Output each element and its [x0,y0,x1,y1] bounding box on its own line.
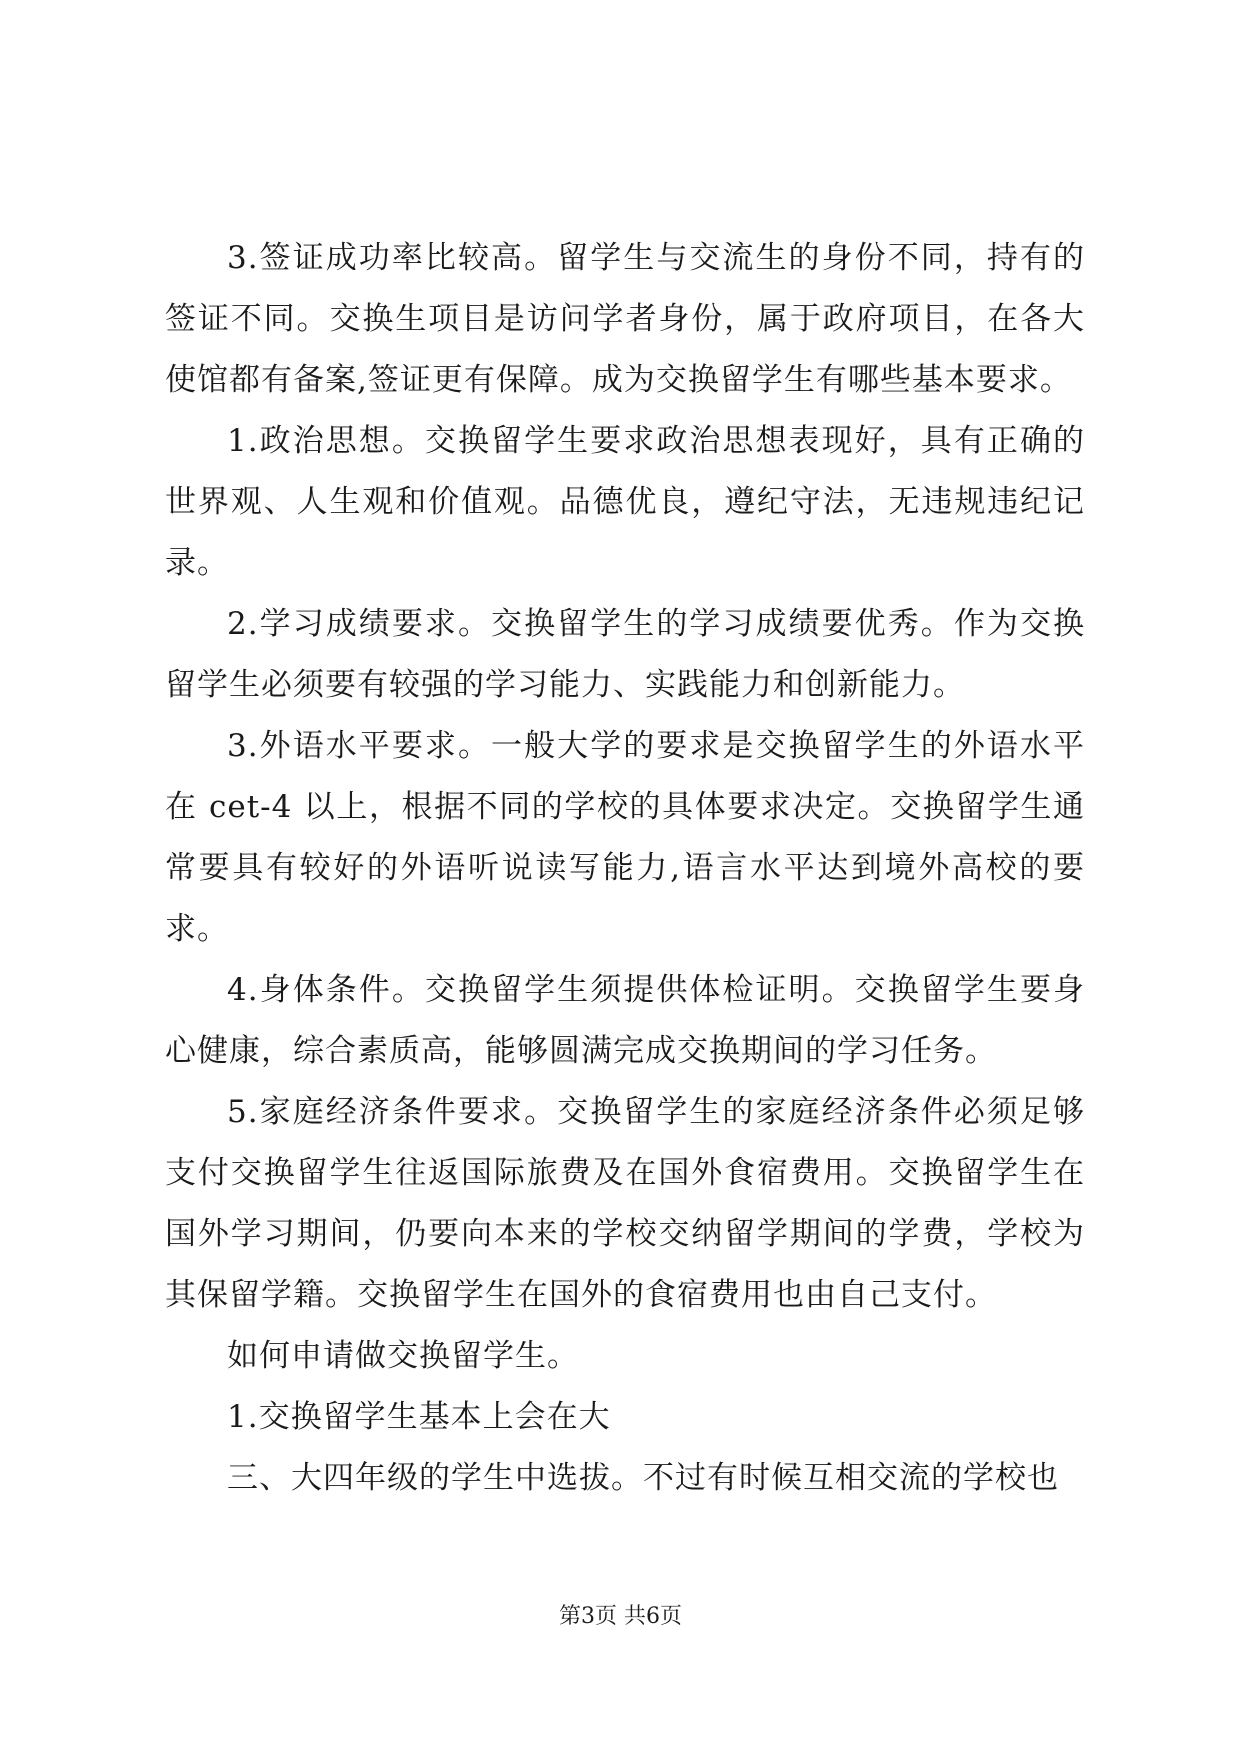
paragraph-finance: 5.家庭经济条件要求。交换留学生的家庭经济条件必须足够支付交换留学生往返国际旅费及在国外食宿费用。交换留学生在国外学习期间，仍要向本来的学校交纳留学期间的学费，学校为其保留学籍。交换留学生在国外的食宿费用也由自己支付。 [165,1094,1085,1313]
document-body [165,228,1085,1509]
paragraph-academic: 2.学习成绩要求。交换留学生的学习成绩要优秀。作为交换留学生必须要有较强的学习能力、实践能力和创新能力。 [165,606,1085,703]
paragraph-language: 3.外语水平要求。一般大学的要求是交换留学生的外语水平在 cet-4 以上，根据不同的学校的具体要求决定。交换留学生通常要具有较好的外语听说读写能力,语言水平达到境外高校的要求。 [165,728,1085,947]
page-footer: 第3页 共6页 [559,1604,682,1629]
paragraph-how-to-apply: 如何申请做交换留学生。 [227,1338,579,1374]
paragraph-selection-1: 1.交换留学生基本上会在大 [227,1399,611,1435]
paragraph-political: 1.政治思想。交换留学生要求政治思想表现好，具有正确的世界观、人生观和价值观。品德优良，遵纪守法，无违规违纪记录。 [165,423,1085,581]
paragraph-health: 4.身体条件。交换留学生须提供体检证明。交换留学生要身心健康，综合素质高，能够圆满完成交换期间的学习任务。 [165,972,1085,1069]
paragraph-visa-success: 3.签证成功率比较高。留学生与交流生的身份不同，持有的签证不同。交换生项目是访问学者身份，属于政府项目，在各大使馆都有备案,签证更有保障。成为交换留学生有哪些基本要求。 [165,240,1085,398]
paragraph-selection-2: 三、大四年级的学生中选拔。不过有时候互相交流的学校也 [227,1460,1059,1496]
